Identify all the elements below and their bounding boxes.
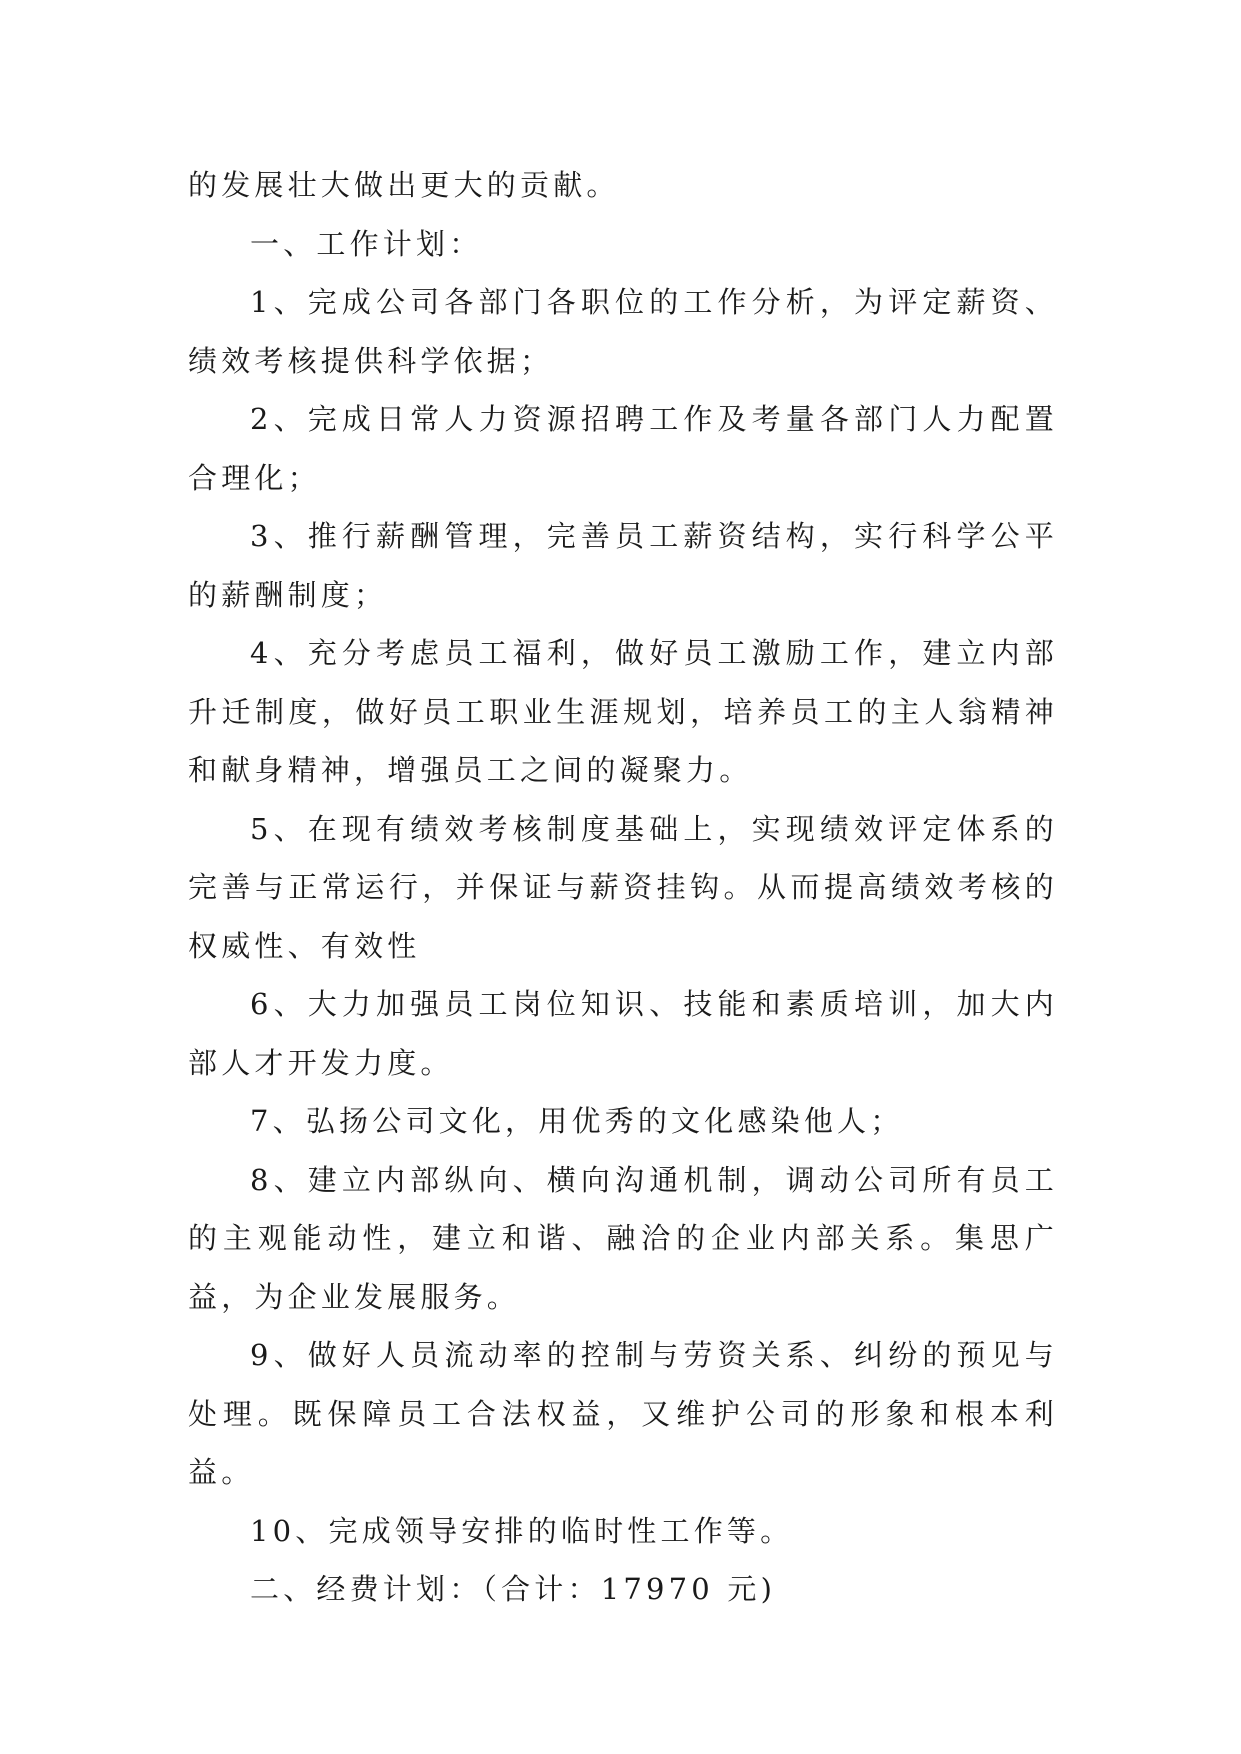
list-item-1: 1、完成公司各部门各职位的工作分析，为评定薪资、绩效考核提供科学依据；	[188, 285, 1058, 378]
list-item-8: 8、建立内部纵向、横向沟通机制，调动公司所有员工的主观能动性，建立和谐、融洽的企业内部关系。集思广益，为企业发展服务。	[188, 1162, 1058, 1314]
list-item-4: 4、充分考虑员工福利，做好员工激励工作，建立内部升迁制度，做好员工职业生涯规划，培养员工的主人翁精神和献身精神，增强员工之间的凝聚力。	[188, 636, 1058, 787]
list-item-10: 10、完成领导安排的临时性工作等。	[250, 1513, 794, 1548]
list-item-3: 3、推行薪酬管理，完善员工薪资结构，实行科学公平的薪酬制度；	[188, 519, 1058, 612]
list-item-5: 5、在现有绩效考核制度基础上，实现绩效评定体系的完善与正常运行，并保证与薪资挂钩。从而提高绩效考核的权威性、有效性	[188, 811, 1058, 963]
list-item-9: 9、做好人员流动率的控制与劳资关系、纠纷的预见与处理。既保障员工合法权益，又维护公司的形象和根本利益。	[188, 1338, 1058, 1489]
paragraph-continuation: 的发展壮大做出更大的贡献。	[188, 168, 620, 202]
list-item-6: 6、大力加强员工岗位知识、技能和素质培训，加大内部人才开发力度。	[188, 987, 1058, 1080]
section-heading-budget-plan: 二、经费计划：（合计：17970 元)	[250, 1572, 777, 1606]
document-body	[188, 156, 1058, 1619]
list-item-2: 2、完成日常人力资源招聘工作及考量各部门人力配置合理化；	[188, 402, 1058, 495]
list-item-7: 7、弘扬公司文化，用优秀的文化感染他人；	[250, 1104, 904, 1138]
section-heading-work-plan: 一、工作计划：	[250, 226, 483, 261]
